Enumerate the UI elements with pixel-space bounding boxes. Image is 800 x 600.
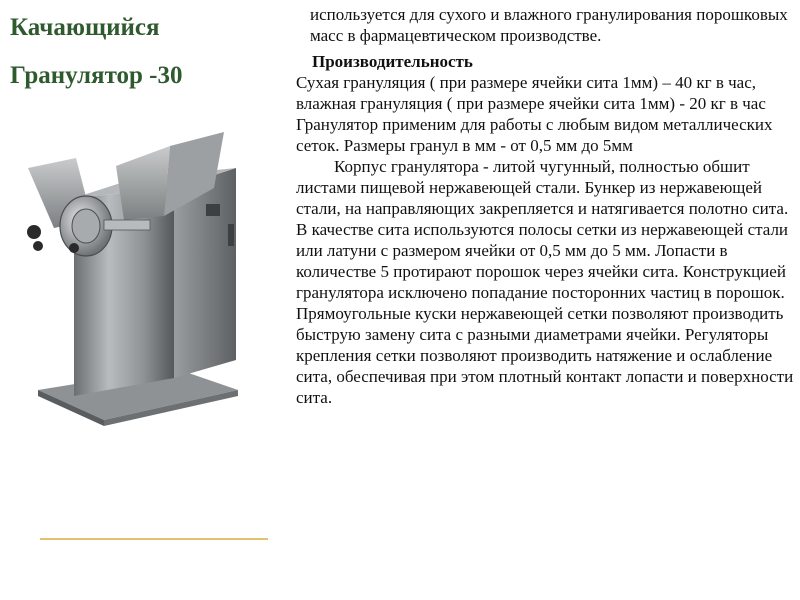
- title-line-2: Гранулятор -30: [10, 62, 183, 89]
- granulator-photo: [24, 128, 246, 428]
- productivity-heading: Производительность: [312, 52, 473, 71]
- productivity-text: Сухая грануляция ( при размере ячейки сита 1мм) – 40 кг в час, влажная грануляция ( при размере ячейки сита 1мм) - 20 кг в час: [296, 73, 766, 113]
- sieve-note: Гранулятор применим для работы с любым видом металлических сеток. Размеры гранул в мм - от 0,5 мм до 5мм: [296, 115, 773, 155]
- decorative-rule: [40, 538, 268, 540]
- title-line-1: Качающийся: [10, 14, 160, 41]
- construction-paragraph: [296, 156, 796, 408]
- construction-text: Корпус гранулятора - литой чугунный, полностью обшит листами пищевой нержавеющей стали. Бункер из нержавеющей стали, на направляющих закрепляется и натягивается полотно сита. В качестве сита используются полосы сетки из нержавеющей стали или латуни с размером ячейки от 0,5 мм до 5 мм. Лопасти в количестве 5 протирают порошок через ячейки сита. Конструкцией гранулятора исключено попадание посторонних частиц в порошок. Прямоугольные куски нержавеющей сетки позволяют производить быструю замену сита с разными диаметрами ячейки. Регуляторы крепления сетки позволяют производить натяжение и ослабление сита, обеспечивая при этом плотный контакт лопасти и поверхности сита.: [296, 157, 794, 407]
- description-block: [296, 4, 796, 408]
- slide-title: [10, 4, 183, 100]
- intro-paragraph: используется для сухого и влажного гранулирования порошковых масс в фармацевтическом производстве.: [310, 5, 788, 45]
